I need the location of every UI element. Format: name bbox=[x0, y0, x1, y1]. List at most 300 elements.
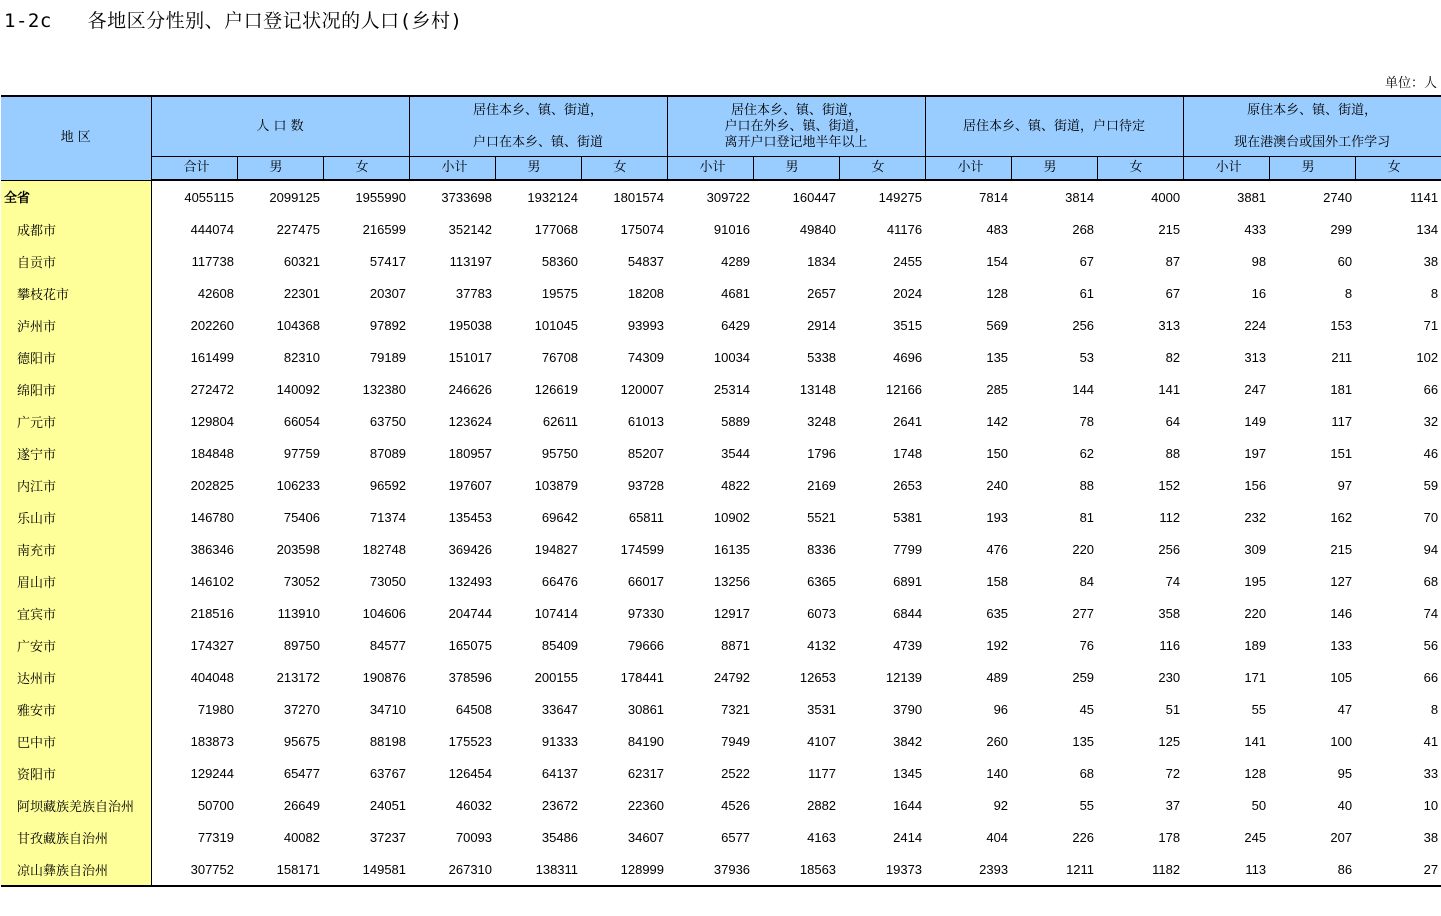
value-cell: 3814 bbox=[1065, 189, 1095, 205]
value-cell: 3544 bbox=[721, 445, 751, 461]
value-cell: 129244 bbox=[190, 765, 234, 781]
value-cell: 49840 bbox=[799, 221, 837, 237]
value-cell: 2393 bbox=[925, 853, 1011, 886]
value-cell: 352142 bbox=[448, 221, 493, 237]
value-cell: 62317 bbox=[627, 765, 665, 781]
region-cell: 全省 bbox=[1, 180, 151, 213]
table-row bbox=[1, 693, 1441, 725]
table-row bbox=[1, 629, 1441, 661]
value-cell: 4000 bbox=[1151, 189, 1181, 205]
value-cell: 97 bbox=[1337, 477, 1353, 493]
value-cell: 3842 bbox=[893, 733, 923, 749]
value-cell: 197607 bbox=[448, 477, 493, 493]
value-cell: 98 bbox=[1251, 253, 1267, 269]
value-cell: 1955990 bbox=[355, 189, 407, 205]
value-cell: 232 bbox=[1244, 509, 1267, 525]
table-row bbox=[1, 469, 1441, 501]
population-table bbox=[1, 95, 1441, 887]
value-cell: 5889 bbox=[721, 413, 751, 429]
value-cell: 146 bbox=[1330, 605, 1353, 621]
value-cell: 2914 bbox=[807, 317, 837, 333]
value-cell: 1932124 bbox=[527, 189, 579, 205]
value-cell: 260 bbox=[986, 733, 1009, 749]
value-cell: 103879 bbox=[534, 477, 579, 493]
value-cell: 34607 bbox=[627, 829, 665, 845]
value-cell: 313 bbox=[1158, 317, 1181, 333]
value-cell: 227475 bbox=[276, 221, 320, 237]
value-cell: 2882 bbox=[807, 797, 837, 813]
value-cell: 144 bbox=[1072, 381, 1095, 397]
value-cell: 104606 bbox=[362, 605, 407, 621]
value-cell: 3790 bbox=[893, 701, 923, 717]
value-cell: 74 bbox=[1165, 573, 1181, 589]
table-row bbox=[1, 245, 1441, 277]
value-cell: 89750 bbox=[283, 637, 320, 653]
table-row bbox=[1, 661, 1441, 693]
region-cell: 阿坝藏族羌族自治州 bbox=[1, 789, 151, 821]
value-cell: 149275 bbox=[878, 189, 923, 205]
region-cell: 资阳市 bbox=[1, 757, 151, 789]
value-cell: 93993 bbox=[627, 317, 665, 333]
value-cell: 88 bbox=[1165, 445, 1181, 461]
value-cell: 70 bbox=[1423, 509, 1439, 525]
value-cell: 135 bbox=[986, 349, 1009, 365]
value-cell: 175523 bbox=[448, 733, 493, 749]
value-cell: 207 bbox=[1330, 829, 1353, 845]
value-cell: 84190 bbox=[627, 733, 665, 749]
value-cell: 5381 bbox=[893, 509, 923, 525]
value-cell: 62611 bbox=[542, 413, 579, 429]
sub-header-3: 小计 bbox=[409, 157, 495, 181]
sub-header-6: 小计 bbox=[667, 157, 753, 181]
value-cell: 256 bbox=[1158, 541, 1181, 557]
value-cell: 267310 bbox=[409, 853, 495, 886]
table-body bbox=[1, 180, 1441, 886]
value-cell: 55 bbox=[1079, 797, 1095, 813]
value-cell: 13148 bbox=[799, 381, 837, 397]
value-cell: 63767 bbox=[369, 765, 407, 781]
value-cell: 489 bbox=[986, 669, 1009, 685]
value-cell: 66 bbox=[1423, 669, 1439, 685]
value-cell: 146102 bbox=[190, 573, 234, 589]
value-cell: 220 bbox=[1244, 605, 1267, 621]
region-cell: 遂宁市 bbox=[1, 437, 151, 469]
value-cell: 195038 bbox=[448, 317, 493, 333]
value-cell: 22360 bbox=[627, 797, 665, 813]
table-row bbox=[1, 821, 1441, 853]
value-cell: 74 bbox=[1423, 605, 1439, 621]
value-cell: 113 bbox=[1183, 853, 1269, 886]
value-cell: 141 bbox=[1158, 381, 1181, 397]
unit-label: 单位：人 bbox=[1384, 76, 1437, 91]
value-cell: 26649 bbox=[283, 797, 320, 813]
value-cell: 85207 bbox=[627, 445, 665, 461]
value-cell: 112 bbox=[1159, 509, 1181, 525]
value-cell: 24051 bbox=[369, 797, 407, 813]
value-cell: 41176 bbox=[886, 221, 923, 237]
value-cell: 105 bbox=[1330, 669, 1353, 685]
table-row bbox=[1, 597, 1441, 629]
value-cell: 193 bbox=[986, 509, 1009, 525]
value-cell: 37 bbox=[1165, 797, 1181, 813]
value-cell: 10034 bbox=[713, 349, 751, 365]
value-cell: 211 bbox=[1331, 349, 1353, 365]
value-cell: 93728 bbox=[627, 477, 665, 493]
region-cell: 德阳市 bbox=[1, 341, 151, 373]
value-cell: 6844 bbox=[893, 605, 923, 621]
value-cell: 150 bbox=[986, 445, 1009, 461]
value-cell: 2099125 bbox=[269, 189, 320, 205]
value-cell: 404048 bbox=[190, 669, 234, 685]
value-cell: 158 bbox=[986, 573, 1009, 589]
value-cell: 8871 bbox=[721, 637, 751, 653]
value-cell: 134 bbox=[1416, 221, 1439, 237]
value-cell: 128 bbox=[986, 285, 1009, 301]
value-cell: 218516 bbox=[190, 605, 234, 621]
value-cell: 3881 bbox=[1237, 189, 1267, 205]
value-cell: 64 bbox=[1165, 413, 1181, 429]
value-cell: 126454 bbox=[448, 765, 493, 781]
value-cell: 66054 bbox=[283, 413, 320, 429]
value-cell: 140092 bbox=[276, 381, 320, 397]
value-cell: 82 bbox=[1165, 349, 1181, 365]
region-cell: 凉山彝族自治州 bbox=[1, 853, 151, 886]
value-cell: 56 bbox=[1423, 637, 1439, 653]
value-cell: 78 bbox=[1079, 413, 1095, 429]
value-cell: 246626 bbox=[448, 381, 493, 397]
value-cell: 256 bbox=[1072, 317, 1095, 333]
value-cell: 45 bbox=[1079, 701, 1095, 717]
value-cell: 5338 bbox=[807, 349, 837, 365]
value-cell: 182748 bbox=[362, 541, 407, 557]
value-cell: 37936 bbox=[667, 853, 753, 886]
value-cell: 12917 bbox=[713, 605, 751, 621]
value-cell: 37270 bbox=[283, 701, 320, 717]
value-cell: 1177 bbox=[808, 765, 837, 781]
value-cell: 195 bbox=[1244, 573, 1267, 589]
value-cell: 171 bbox=[1244, 669, 1267, 685]
value-cell: 7799 bbox=[893, 541, 923, 557]
value-cell: 88 bbox=[1079, 477, 1095, 493]
value-cell: 92 bbox=[993, 797, 1009, 813]
value-cell: 58360 bbox=[541, 253, 579, 269]
value-cell: 180957 bbox=[448, 445, 493, 461]
value-cell: 19373 bbox=[839, 853, 925, 886]
value-cell: 69642 bbox=[541, 509, 579, 525]
value-cell: 72 bbox=[1165, 765, 1181, 781]
value-cell: 133 bbox=[1330, 637, 1353, 653]
value-cell: 95 bbox=[1337, 765, 1353, 781]
value-cell: 74309 bbox=[627, 349, 665, 365]
value-cell: 6429 bbox=[721, 317, 751, 333]
value-cell: 8 bbox=[1344, 285, 1353, 301]
value-cell: 24792 bbox=[713, 669, 751, 685]
value-cell: 73050 bbox=[369, 573, 407, 589]
value-cell: 224 bbox=[1244, 317, 1267, 333]
region-cell: 攀枝花市 bbox=[1, 277, 151, 309]
value-cell: 213172 bbox=[276, 669, 320, 685]
total-row bbox=[1, 180, 1441, 213]
value-cell: 86 bbox=[1269, 853, 1355, 886]
value-cell: 127 bbox=[1330, 573, 1353, 589]
value-cell: 1211 bbox=[1011, 853, 1097, 886]
value-cell: 62 bbox=[1079, 445, 1095, 461]
value-cell: 202825 bbox=[190, 477, 234, 493]
value-cell: 156 bbox=[1244, 477, 1267, 493]
value-cell: 5521 bbox=[807, 509, 837, 525]
value-cell: 53 bbox=[1079, 349, 1095, 365]
value-cell: 135453 bbox=[448, 509, 493, 525]
region-cell: 内江市 bbox=[1, 469, 151, 501]
value-cell: 113197 bbox=[449, 253, 493, 269]
value-cell: 203598 bbox=[276, 541, 320, 557]
value-cell: 153 bbox=[1330, 317, 1353, 333]
value-cell: 46032 bbox=[455, 797, 493, 813]
value-cell: 123624 bbox=[448, 413, 493, 429]
value-cell: 101045 bbox=[534, 317, 579, 333]
value-cell: 73052 bbox=[283, 573, 320, 589]
value-cell: 91016 bbox=[713, 221, 751, 237]
region-cell: 宜宾市 bbox=[1, 597, 151, 629]
value-cell: 268 bbox=[1072, 221, 1095, 237]
value-cell: 386346 bbox=[190, 541, 234, 557]
value-cell: 160447 bbox=[792, 189, 837, 205]
sub-header-13: 男 bbox=[1269, 157, 1355, 181]
table-row bbox=[1, 789, 1441, 821]
table-row bbox=[1, 277, 1441, 309]
value-cell: 277 bbox=[1072, 605, 1095, 621]
value-cell: 66017 bbox=[627, 573, 665, 589]
value-cell: 142 bbox=[986, 413, 1009, 429]
value-cell: 140 bbox=[986, 765, 1009, 781]
value-cell: 12166 bbox=[885, 381, 923, 397]
value-cell: 151 bbox=[1330, 445, 1353, 461]
value-cell: 2740 bbox=[1323, 189, 1353, 205]
region-cell: 巴中市 bbox=[1, 725, 151, 757]
value-cell: 129804 bbox=[190, 413, 234, 429]
value-cell: 141 bbox=[1244, 733, 1267, 749]
value-cell: 34710 bbox=[369, 701, 407, 717]
value-cell: 10902 bbox=[713, 509, 751, 525]
value-cell: 79666 bbox=[627, 637, 665, 653]
value-cell: 161499 bbox=[190, 349, 234, 365]
value-cell: 18208 bbox=[627, 285, 665, 301]
value-cell: 42608 bbox=[197, 285, 234, 301]
value-cell: 4132 bbox=[807, 637, 837, 653]
table-row bbox=[1, 437, 1441, 469]
value-cell: 68 bbox=[1079, 765, 1095, 781]
value-cell: 1644 bbox=[893, 797, 923, 813]
sub-header-11: 女 bbox=[1097, 157, 1183, 181]
value-cell: 3248 bbox=[807, 413, 837, 429]
value-cell: 4739 bbox=[893, 637, 923, 653]
group-header-total: 人 口 数 bbox=[151, 96, 409, 157]
table-row bbox=[1, 565, 1441, 597]
value-cell: 7321 bbox=[721, 701, 751, 717]
value-cell: 358 bbox=[1158, 605, 1181, 621]
value-cell: 12653 bbox=[799, 669, 837, 685]
sub-header-0: 合计 bbox=[151, 157, 237, 181]
value-cell: 46 bbox=[1423, 445, 1439, 461]
value-cell: 1834 bbox=[807, 253, 837, 269]
value-cell: 149 bbox=[1244, 413, 1267, 429]
value-cell: 66476 bbox=[541, 573, 579, 589]
value-cell: 116 bbox=[1159, 637, 1181, 653]
value-cell: 1748 bbox=[893, 445, 923, 461]
value-cell: 59 bbox=[1423, 477, 1439, 493]
sub-header-4: 男 bbox=[495, 157, 581, 181]
value-cell: 247 bbox=[1244, 381, 1267, 397]
value-cell: 135 bbox=[1072, 733, 1095, 749]
value-cell: 2455 bbox=[893, 253, 923, 269]
value-cell: 309722 bbox=[706, 189, 751, 205]
value-cell: 7949 bbox=[721, 733, 751, 749]
value-cell: 3515 bbox=[893, 317, 923, 333]
value-cell: 151017 bbox=[448, 349, 493, 365]
region-cell: 雅安市 bbox=[1, 693, 151, 725]
value-cell: 37237 bbox=[369, 829, 407, 845]
value-cell: 2641 bbox=[893, 413, 923, 429]
value-cell: 77319 bbox=[197, 829, 234, 845]
value-cell: 1182 bbox=[1097, 853, 1183, 886]
value-cell: 146780 bbox=[190, 509, 234, 525]
value-cell: 2414 bbox=[893, 829, 923, 845]
value-cell: 87 bbox=[1165, 253, 1181, 269]
value-cell: 404 bbox=[986, 829, 1009, 845]
value-cell: 25314 bbox=[713, 381, 751, 397]
value-cell: 104368 bbox=[276, 317, 320, 333]
value-cell: 1796 bbox=[807, 445, 837, 461]
value-cell: 35486 bbox=[541, 829, 579, 845]
value-cell: 216599 bbox=[362, 221, 407, 237]
value-cell: 369426 bbox=[448, 541, 493, 557]
value-cell: 84577 bbox=[369, 637, 407, 653]
value-cell: 87089 bbox=[369, 445, 407, 461]
value-cell: 4163 bbox=[807, 829, 837, 845]
value-cell: 174327 bbox=[190, 637, 234, 653]
value-cell: 97892 bbox=[369, 317, 407, 333]
value-cell: 6073 bbox=[807, 605, 837, 621]
value-cell: 4526 bbox=[721, 797, 751, 813]
value-cell: 138311 bbox=[495, 853, 581, 886]
table-row bbox=[1, 309, 1441, 341]
value-cell: 81 bbox=[1079, 509, 1095, 525]
value-cell: 79189 bbox=[369, 349, 407, 365]
value-cell: 8 bbox=[1430, 701, 1439, 717]
table-row bbox=[1, 501, 1441, 533]
value-cell: 96592 bbox=[369, 477, 407, 493]
value-cell: 113910 bbox=[277, 605, 320, 621]
value-cell: 4107 bbox=[807, 733, 837, 749]
value-cell: 27 bbox=[1355, 853, 1441, 886]
sub-header-2: 女 bbox=[323, 157, 409, 181]
value-cell: 13256 bbox=[713, 573, 751, 589]
value-cell: 16 bbox=[1251, 285, 1267, 301]
value-cell: 299 bbox=[1330, 221, 1353, 237]
table-row bbox=[1, 725, 1441, 757]
table-row bbox=[1, 341, 1441, 373]
value-cell: 378596 bbox=[448, 669, 493, 685]
sub-header-5: 女 bbox=[581, 157, 667, 181]
value-cell: 65477 bbox=[283, 765, 320, 781]
table-header bbox=[1, 96, 1441, 180]
value-cell: 85409 bbox=[541, 637, 579, 653]
value-cell: 174599 bbox=[620, 541, 665, 557]
table-row bbox=[1, 757, 1441, 789]
region-cell: 南充市 bbox=[1, 533, 151, 565]
value-cell: 177068 bbox=[534, 221, 579, 237]
value-cell: 84 bbox=[1079, 573, 1095, 589]
value-cell: 38 bbox=[1423, 253, 1439, 269]
value-cell: 76 bbox=[1079, 637, 1095, 653]
value-cell: 2657 bbox=[807, 285, 837, 301]
value-cell: 259 bbox=[1072, 669, 1095, 685]
value-cell: 3733698 bbox=[441, 189, 493, 205]
value-cell: 285 bbox=[986, 381, 1009, 397]
region-cell: 广元市 bbox=[1, 405, 151, 437]
value-cell: 189 bbox=[1244, 637, 1267, 653]
value-cell: 444074 bbox=[190, 221, 234, 237]
value-cell: 57417 bbox=[369, 253, 407, 269]
value-cell: 192 bbox=[986, 637, 1009, 653]
value-cell: 71980 bbox=[197, 701, 234, 717]
value-cell: 202260 bbox=[190, 317, 234, 333]
value-cell: 2169 bbox=[807, 477, 837, 493]
value-cell: 60321 bbox=[283, 253, 320, 269]
value-cell: 61 bbox=[1079, 285, 1095, 301]
value-cell: 68 bbox=[1423, 573, 1439, 589]
value-cell: 152 bbox=[1158, 477, 1181, 493]
value-cell: 18563 bbox=[753, 853, 839, 886]
value-cell: 82310 bbox=[283, 349, 320, 365]
region-cell: 乐山市 bbox=[1, 501, 151, 533]
value-cell: 230 bbox=[1158, 669, 1181, 685]
value-cell: 97759 bbox=[283, 445, 320, 461]
value-cell: 154 bbox=[986, 253, 1009, 269]
value-cell: 200155 bbox=[534, 669, 579, 685]
value-cell: 117 bbox=[1331, 413, 1353, 429]
region-header: 地 区 bbox=[1, 96, 151, 180]
value-cell: 64137 bbox=[541, 765, 579, 781]
value-cell: 128 bbox=[1244, 765, 1267, 781]
region-cell: 甘孜藏族自治州 bbox=[1, 821, 151, 853]
value-cell: 95750 bbox=[541, 445, 579, 461]
value-cell: 149581 bbox=[323, 853, 409, 886]
value-cell: 132380 bbox=[362, 381, 407, 397]
value-cell: 60 bbox=[1337, 253, 1353, 269]
sub-header-1: 男 bbox=[237, 157, 323, 181]
value-cell: 50700 bbox=[197, 797, 234, 813]
value-cell: 67 bbox=[1165, 285, 1181, 301]
region-cell: 绵阳市 bbox=[1, 373, 151, 405]
region-cell: 成都市 bbox=[1, 213, 151, 245]
value-cell: 67 bbox=[1079, 253, 1095, 269]
value-cell: 569 bbox=[986, 317, 1009, 333]
sub-header-8: 女 bbox=[839, 157, 925, 181]
value-cell: 71 bbox=[1423, 317, 1439, 333]
value-cell: 64508 bbox=[455, 701, 493, 717]
sub-header-7: 男 bbox=[753, 157, 839, 181]
value-cell: 63750 bbox=[369, 413, 407, 429]
table-row bbox=[1, 853, 1441, 886]
value-cell: 8336 bbox=[807, 541, 837, 557]
value-cell: 162 bbox=[1330, 509, 1353, 525]
value-cell: 38 bbox=[1423, 829, 1439, 845]
value-cell: 132493 bbox=[448, 573, 493, 589]
value-cell: 2653 bbox=[893, 477, 923, 493]
value-cell: 41 bbox=[1423, 733, 1439, 749]
value-cell: 215 bbox=[1330, 541, 1353, 557]
